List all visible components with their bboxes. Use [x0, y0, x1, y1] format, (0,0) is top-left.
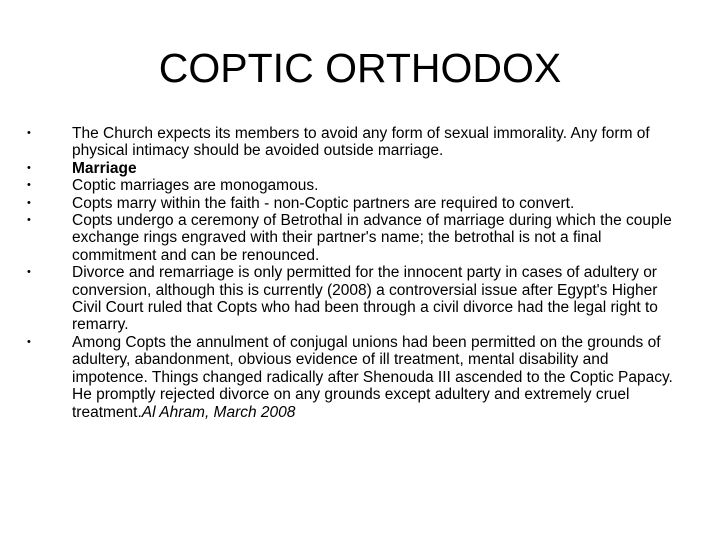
bullet-dot-icon: •	[27, 196, 31, 209]
slide-title: COPTIC ORTHODOX	[158, 45, 562, 91]
bullet-dot-icon: •	[27, 266, 31, 279]
bullet-dot-icon: •	[27, 214, 31, 227]
citation: Al Ahram, March 2008	[141, 403, 296, 421]
bullet-text: Copts undergo a ceremony of Betrothal in advance of marriage during which the couple exchange rings engraved with their partner's name; the betrothal is not a final commitment and can be renounced.	[72, 212, 672, 264]
bullet-item-annulment	[27, 334, 687, 421]
bullet-dot-icon: •	[27, 127, 31, 139]
bullet-dot-icon: •	[27, 161, 31, 174]
bullet-heading: Marriage	[72, 159, 137, 177]
bullet-item-intro	[27, 125, 687, 160]
bullet-item-betrothal	[27, 212, 687, 264]
bullet-item-monogamous	[27, 177, 687, 194]
bullet-text: Copts marry within the faith - non-Coptic partners are required to convert.	[72, 194, 575, 212]
bullet-text: Divorce and remarriage is only permitted for the innocent party in cases of adultery or conversion, although this is currently (2008) a controversial issue after Egypt's Higher Civil Court ruled that Copts who had been through a civil divorce had the legal right to remarry.	[72, 264, 658, 334]
bullet-item-marriage-heading	[27, 160, 687, 177]
bullet-item-marry-within-faith	[27, 195, 687, 212]
bullet-dot-icon: •	[27, 335, 31, 348]
bullet-text: Coptic marriages are monogamous.	[72, 177, 319, 195]
bullet-dot-icon: •	[27, 179, 31, 192]
bullet-text: The Church expects its members to avoid any form of sexual immorality. Any form of physical intimacy should be avoided outside marriage.	[72, 125, 650, 160]
bullet-text: Among Copts the annulment of conjugal unions had been permitted on the grounds of adultery, abandonment, obvious evidence of ill treatment, mental disability and impotence. Things changed radically after Shenouda III ascended to the Coptic Papacy. He promptly rejected divorce on any grounds except adultery and extremely cruel treatment.	[72, 333, 673, 421]
bullet-item-divorce	[27, 264, 687, 334]
bullet-list	[27, 125, 687, 421]
